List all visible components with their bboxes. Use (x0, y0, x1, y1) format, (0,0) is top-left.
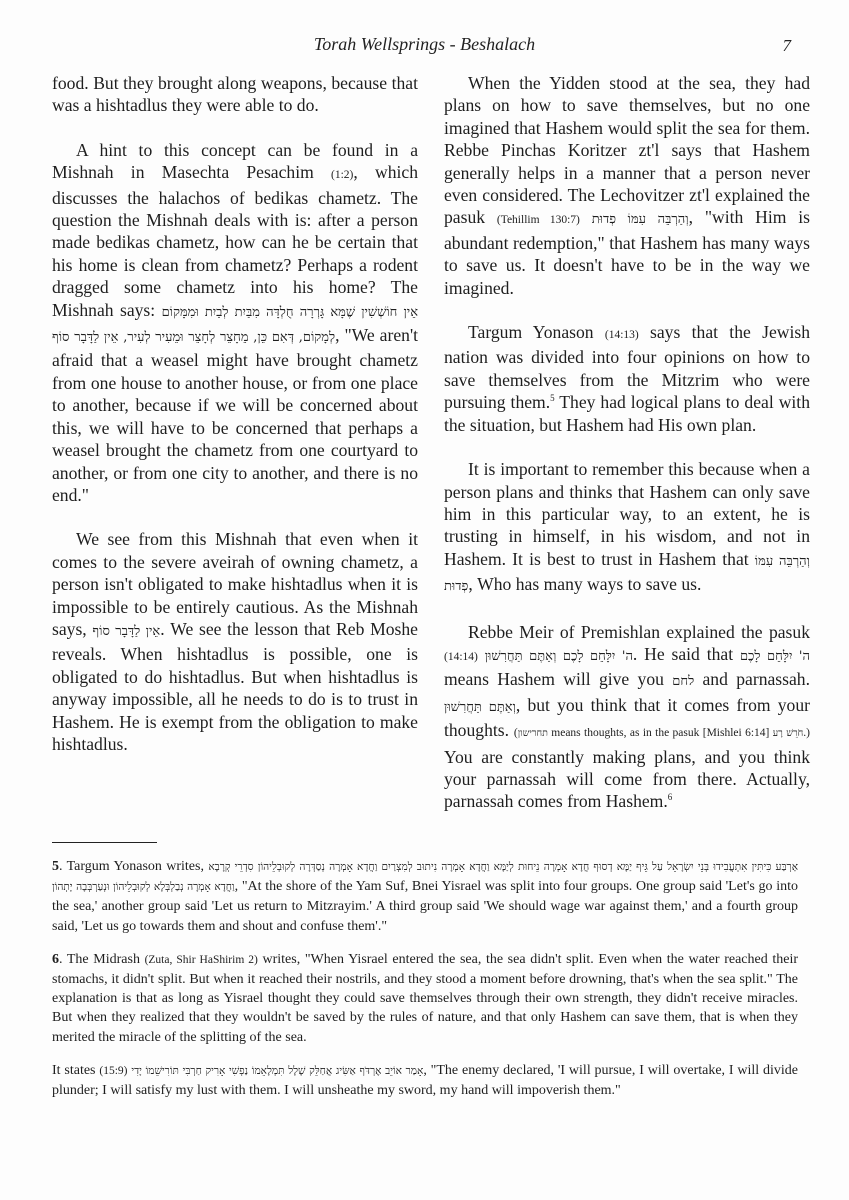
parenthetical-note: (תחרישון means thoughts, as in the pasuk [Mishlei 6:14] חֹרֵשׁ רָע.) (513, 727, 811, 740)
running-header (0, 32, 849, 56)
footnotes-section (52, 857, 798, 1114)
source-ref: (14:14) (444, 650, 478, 663)
book-title: Torah Wellsprings - Beshalach (313, 34, 536, 54)
footnote-number: 6 (52, 951, 59, 967)
right-column (444, 72, 810, 835)
paragraph-premishlan: Rebbe Meir of Premishlan explained the pasuk (14:14) ה' יִלָּחֵם לָכֶם וְאַתֶּם תַּחֲרִשׁוּן. He said that ה' יִלָּחֵם לָכֶם means Hashem will give you לחם and parnassah. וְאַתֶּם תַּחֲרִשׁוּן, but you think that it comes from your thoughts. (תחרישון means thoughts, as in the pasuk [Mishlei 6:14] חֹרֵשׁ רָע.) You are constantly making plans, and you think your parnassah will come from there. Actually, parnassah comes from Hashem.$^6$ (444, 621, 811, 812)
footnote-6: 6. The Midrash (Zuta, Shir HaShirim 2) writes, "When Yisrael entered the sea, the sea didn't split. Even when the water reached their stomachs, it didn't split. But when it reached their nostrils, and they stood a moment before drowning, that's when the sea split." The explanation is that as long as Yisrael thought they could save themselves through their own strength, they didn't receive miracles. But when they realized that they wouldn't be saved by the rules of nature, and that only Hashem can save them, that is when they merited the miracle of the splitting of the sea. (52, 951, 798, 1045)
hebrew-quote: וְהַרְבֵּה עִמּוֹ פְדוּת (591, 212, 689, 228)
footnote-separator (52, 842, 157, 843)
hebrew-quote: וְאַתֶּם תַּחֲרִשׁוּן (444, 699, 516, 715)
footnote-5: 5. Targum Yonason writes, אַרְבַּע כִּיתִּין אִתְעֲבִידוּ בְּנֵי יִשְׂרָאֵל עַל גֵּיף יַמָּא דְסוּף חֲדָא אָמְרָה נֵיחוּת לְיַמָּא וַחֲדָא אָמְרָה נִיתוּב לְמִצְרַיִם וַחֲדָא אָמְרָה נְסַדְּרָה לְקוּבְלֵיהוֹן סִדְרֵי קְרָבָא וַחֲדָא אָמְרָה נְבַלְבְּלָא לְקוּבְלֵיהוֹן וּנְעַרְבְּבָה יָתְהוֹן, "At the shore of the Yam Suf, Bnei Yisrael was split into four groups. One group said 'Let's go into the sea,' another group said 'Let us return to Mitzrayim.' A third group said 'We should wage war against them,' and a fourth group said, 'Let us go towards them and shout and confuse them'." (52, 859, 798, 934)
source-ref: (Zuta, Shir HaShirim 2) (144, 953, 258, 966)
source-ref: (Tehillim 130:7) (496, 214, 580, 227)
paragraph-targum: Targum Yonason (14:13) says that the Jewish nation was divided into four opinions on how to save themselves from the Mitzrim who were pursuing them.$^5$ They had logical plans to deal with the situation, but Hashem had His own plan. (444, 322, 810, 435)
paragraph-yidden-at-sea: When the Yidden stood at the sea, they had plans on how to save themselves, but no one imagined that Hashem would split the sea for them. Rebbe Pinchas Koritzer zt'l says that Hashem generally helps in a manner that a person never even considered. The Lechovitzer zt'l explained the pasuk (Tehillim 130:7) וְהַרְבֵּה עִמּוֹ פְדוּת, "with Him is abundant redemption," that Hashem has many ways to save us. It doesn't have to be in the way we imagined. (444, 73, 810, 298)
footnote-number: 5 (52, 859, 59, 874)
hebrew-quote: אֵין לַדָּבָר סוֹף (92, 623, 161, 639)
hebrew-quote: אֵין חוֹשְׁשִׁין שֶׁמָּא גָּרְרָה חֻלְדָּה מִבַּיִת לְבַיִת וּמִמָּקוֹם לְמָקוֹם, דְּאִם כֵּן, מֵחָצֵר לְחָצֵר וּמֵעִיר לְעִיר, אֵין לַדָּבָר סוֹף (52, 304, 419, 346)
paragraph-mishnah-hint: A hint to this concept can be found in a Mishnah in Masechta Pesachim (1:2), which discusses the halachos of bedikas chametz. The question the Mishnah deals with is: after a person made bedikas chametz, how can he be certain that his home is clean from chametz? Perhaps a rodent dragged some chametz into his home? The Mishnah says: אֵין חוֹשְׁשִׁין שֶׁמָּא גָּרְרָה חֻלְדָּה מִבַּיִת לְבַיִת וּמִמָּקוֹם לְמָקוֹם, דְּאִם כֵּן, מֵחָצֵר לְחָצֵר וּמֵעִיר לְעִיר, אֵין לַדָּבָר סוֹף, "We aren't afraid that a weasel might have brought chametz from one house to another house, or from one place to another, because if we will be concerned about this, we will have to be concerned that perhaps a weasel brought the chametz from one courtyard to another, or from one city to another, and there is no end." (52, 139, 419, 505)
paragraph-trust: It is important to remember this because when a person plans and thinks that Hashem can only save him in this particular way, to an extent, he is trusting in himself, in his wisdom, and not in Hashem. It is best to trust in Hashem that וְהַרְבֵּה עִמּוֹ פְדוּת, Who has many ways to save us. (444, 459, 810, 595)
footnote-6-continued: It states (15:9) אָמַר אוֹיֵב אֶרְדֹּף אַשִּׂיג אֲחַלֵּק שָׁלָל תִּמְלָאֵמוֹ נַפְשִׁי אָרִיק חַרְבִּי תּוֹרִישֵׁמוֹ יָדִי, "The enemy declared, 'I will pursue, I will overtake, I will divide plunder; I will satisfy my lust with them. I will unsheathe my sword, my hand will impoverish them." (52, 1062, 799, 1099)
source-ref: (15:9) (99, 1064, 128, 1077)
source-ref: (14:13) (604, 329, 639, 342)
hebrew-quote: ה' יִלָּחֵם לָכֶם וְאַתֶּם תַּחֲרִשׁוּן (484, 648, 633, 664)
page-number: 7 (782, 36, 791, 55)
source-ref: (1:2) (331, 169, 354, 182)
hebrew-quote: וְהַרְבֵּה עִמּוֹ פְדוּת (444, 553, 810, 595)
hebrew-quote: אָמַר אוֹיֵב אֶרְדֹּף אַשִּׂיג אֲחַלֵּק שָׁלָל תִּמְלָאֵמוֹ נַפְשִׁי אָרִיק חַרְבִּי תּוֹרִישֵׁמוֹ יָדִי (131, 1064, 424, 1077)
hebrew-word: לחם (672, 674, 695, 690)
footnote-marker-6[interactable]: 6 (667, 792, 673, 803)
hebrew-quote: ה' יִלָּחֵם לָכֶם (739, 648, 810, 664)
paragraph-lesson: We see from this Mishnah that even when it comes to the severe aveirah of owning chametz, a person isn't obligated to make hishtadlus when it is impossible to be entirely cautious. As the Mishnah says, אֵין לַדָּבָר סוֹף. We see the lesson that Reb Moshe reveals. When hishtadlus is possible, one is obligated to do hishtadlus. But when hishtadlus is anyway impossible, all he needs to do is to trust in Hashem. He is exempt from the obligation to make hishtadlus. (52, 529, 418, 754)
footnote-marker-5[interactable]: 5 (550, 393, 555, 404)
left-column (52, 72, 418, 777)
paragraph-weapons: food. But they brought along weapons, because that was a hishtadlus they were able to do. (52, 73, 418, 116)
hebrew-quote: אַרְבַּע כִּיתִּין אִתְעֲבִידוּ בְּנֵי יִשְׂרָאֵל עַל גֵּיף יַמָּא דְסוּף חֲדָא אָמְרָה נֵיחוּת לְיַמָּא וַחֲדָא אָמְרָה נִיתוּב לְמִצְרַיִם וַחֲדָא אָמְרָה נְסַדְּרָה לְקוּבְלֵיהוֹן סִדְרֵי קְרָבָא וַחֲדָא אָמְרָה נְבַלְבְּלָא לְקוּבְלֵיהוֹן וּנְעַרְבְּבָה יָתְהוֹן (52, 861, 798, 894)
